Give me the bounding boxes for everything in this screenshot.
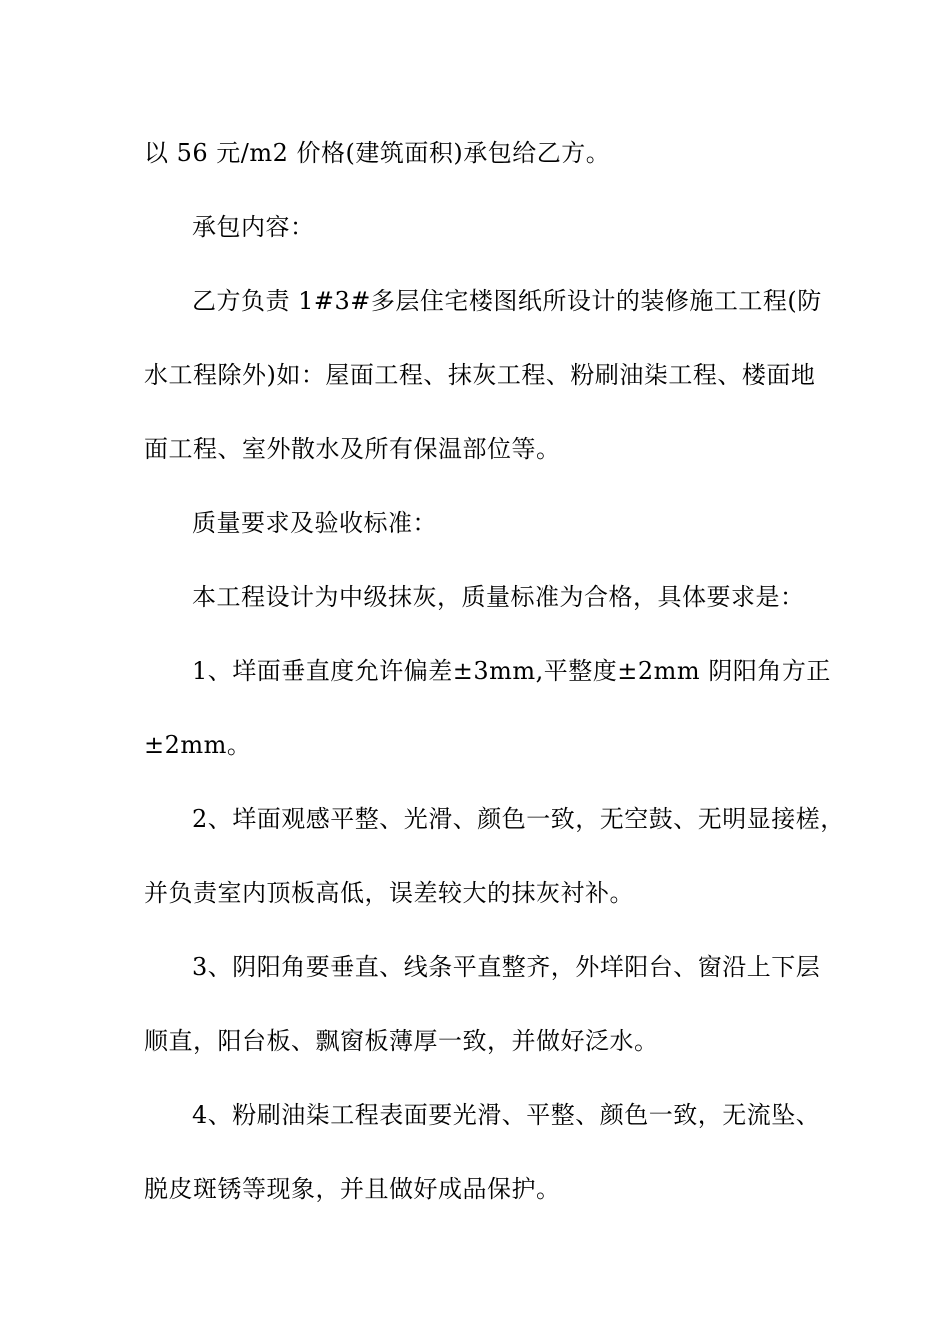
paragraph-line: 本工程设计为中级抹灰，质量标准为合格，具体要求是： (192, 583, 805, 611)
paragraph-line: 面工程、室外散水及所有保温部位等。 (144, 435, 561, 463)
list-item-line: 并负责室内顶板高低，误差较大的抹灰衬补。 (144, 879, 634, 907)
list-item-line: 1、垟面垂直度允许偏差±3mm,平整度±2mm 阴阳角方正 (192, 657, 831, 685)
list-item-line: 4、粉刷油柒工程表面要光滑、平整、颜色一致，无流坠、 (192, 1101, 821, 1129)
section-heading: 承包内容： (192, 213, 315, 241)
paragraph-line: 乙方负责 1#3#多层住宅楼图纸所设计的装修施工工程(防 (192, 287, 822, 315)
list-item-line: 脱皮斑锈等现象，并且做好成品保护。 (144, 1175, 561, 1203)
list-item-line: 3、阴阳角要垂直、线条平直整齐，外垟阳台、窗沿上下层 (192, 953, 821, 981)
section-heading: 质量要求及验收标准： (192, 509, 437, 537)
paragraph-line: 以 56 元/m2 价格(建筑面积)承包给乙方。 (144, 139, 611, 167)
list-item-line: ±2mm。 (144, 731, 252, 759)
list-item-line: 顺直，阳台板、飘窗板薄厚一致，并做好泛水。 (144, 1027, 659, 1055)
paragraph-line: 水工程除外)如：屋面工程、抹灰工程、粉刷油柒工程、楼面地 (144, 361, 816, 389)
list-item-line: 2、垟面观感平整、光滑、颜色一致，无空鼓、无明显接槎， (192, 805, 845, 833)
